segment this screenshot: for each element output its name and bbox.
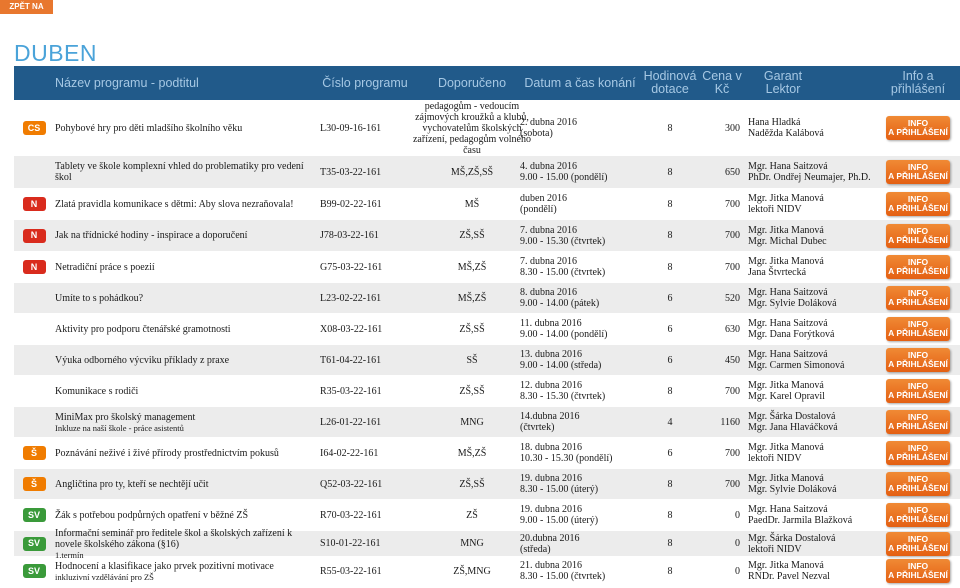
info-label: INFO	[907, 350, 929, 360]
lecturer-cell	[748, 189, 878, 219]
category-badge: SV	[23, 508, 46, 522]
info-label: INFO	[907, 381, 929, 391]
program-code: Q52-03-22-161	[320, 478, 383, 490]
register-label: A PŘIHLÁŠENÍ	[888, 171, 948, 181]
hours: 6	[667, 447, 673, 459]
info-register-button[interactable]	[886, 472, 950, 496]
category-cell	[14, 376, 54, 406]
info-label: INFO	[907, 257, 929, 267]
hours: 8	[667, 261, 673, 273]
recommended-for: ZŠ,SŠ	[459, 230, 485, 241]
category-cell	[14, 500, 54, 530]
category-cell	[14, 156, 54, 188]
info-register-button[interactable]	[886, 348, 950, 372]
hours: 8	[667, 538, 673, 549]
guarantor-name: Mgr. Hana Saitzová	[748, 161, 828, 172]
program-code: L26-01-22-161	[320, 416, 382, 428]
page-title: DUBEN	[14, 40, 98, 66]
recommended-for: ZŠ,SŠ	[459, 385, 485, 397]
program-name: Výuka odborného výcviku příklady z praxe	[55, 354, 230, 366]
program-subtitle: inkluzivní vzdělávání pro ZŠ	[55, 571, 154, 582]
program-name-cell	[55, 527, 320, 560]
register-label: A PŘIHLÁŠENÍ	[888, 452, 948, 462]
program-name-cell	[55, 252, 320, 282]
lecturer-name: lektoři NIDV	[748, 453, 802, 464]
date-time: 8.30 - 15.30 (čtvrtek)	[520, 391, 606, 402]
date-day: 18. dubna 2016	[520, 442, 582, 453]
guarantor-name: Mgr. Šárka Dostalová	[748, 532, 836, 544]
table-row	[14, 469, 960, 499]
info-register-button[interactable]	[886, 410, 950, 434]
program-name-cell	[55, 438, 320, 468]
lecturer-cell	[748, 407, 878, 437]
lecturer-cell	[748, 531, 878, 556]
guarantor-name: Mgr. Hana Saitzová	[748, 504, 828, 515]
recommended-for: pedagogům - vedoucím zájmových kroužků a klubů, vychovatelům školských zařízení, pedagogům volného času	[412, 100, 531, 156]
category-badge: N	[23, 197, 46, 211]
program-code: B99-02-22-161	[320, 198, 382, 210]
category-badge: N	[23, 229, 46, 243]
date-cell	[520, 407, 640, 437]
guarantor-name: Mgr. Hana Saitzová	[748, 287, 828, 298]
lecturer-name: Mgr. Dana Forýtková	[748, 329, 835, 340]
program-name-cell	[55, 220, 320, 251]
program-code: R70-03-22-161	[320, 509, 382, 521]
program-name: Poznávání neživé i živé přírody prostřednictvím pokusů	[55, 447, 279, 459]
lecturer-name: Jana Štvrtecká	[748, 267, 807, 278]
category-cell	[14, 220, 54, 251]
lecturer-cell	[748, 156, 878, 188]
info-label: INFO	[907, 162, 929, 172]
guarantor-name: Mgr. Jitka Manová	[748, 560, 824, 571]
date-cell	[520, 156, 640, 188]
guarantor-name: Mgr. Šárka Dostalová	[748, 411, 836, 422]
info-register-button[interactable]	[886, 255, 950, 279]
lecturer-name: lektoři NIDV	[748, 204, 802, 215]
program-code: L23-02-22-161	[320, 292, 382, 304]
date-day: 2. dubna 2016	[520, 117, 577, 128]
program-code: X08-03-22-161	[320, 323, 383, 335]
price: 450	[725, 354, 740, 366]
date-day: 19. dubna 2016	[520, 473, 582, 484]
date-day: 14.dubna 2016	[520, 411, 580, 422]
category-cell	[14, 556, 54, 586]
lecturer-cell	[748, 252, 878, 282]
lecturer-name: Mgr. Karel Opravil	[748, 391, 825, 402]
date-cell	[520, 283, 640, 313]
info-cell	[876, 531, 960, 556]
col-header-target: Doporučeno	[437, 75, 507, 90]
info-label: INFO	[907, 443, 929, 453]
table-header	[14, 66, 960, 100]
recommended-for: MNG	[460, 416, 484, 428]
col-header-info: Info a přihlášení	[890, 69, 946, 96]
info-label: INFO	[907, 194, 929, 204]
col-header-code: Číslo programu	[322, 75, 408, 90]
category-badge: SV	[23, 537, 46, 551]
program-name: MiniMax pro školský management	[55, 411, 196, 423]
info-label: INFO	[907, 533, 929, 544]
program-name: Angličtina pro ty, kteří se nechtějí učit	[55, 478, 209, 490]
program-name-cell	[55, 345, 320, 375]
info-register-button[interactable]	[886, 503, 950, 527]
program-name-cell	[55, 101, 320, 155]
date-cell	[520, 220, 640, 251]
info-label: INFO	[907, 474, 929, 484]
info-register-button[interactable]	[886, 317, 950, 341]
info-cell	[876, 101, 960, 155]
date-day: 20.dubna 2016	[520, 532, 580, 544]
price: 1160	[720, 416, 740, 428]
info-cell	[876, 469, 960, 499]
program-name: Hodnocení a klasifikace jako prvek pozitivní motivace	[55, 560, 274, 572]
info-cell	[876, 407, 960, 437]
recommended-for: MNG	[460, 538, 484, 549]
date-time: 9.00 - 15.30 (čtvrtek)	[520, 235, 606, 247]
date-day: 4. dubna 2016	[520, 161, 577, 172]
register-label: A PŘIHLÁŠENÍ	[888, 421, 948, 431]
lecturer-name: Mgr. Jana Hlaváčková	[748, 422, 838, 433]
guarantor-name: Mgr. Hana Saitzová	[748, 349, 828, 360]
register-label: A PŘIHLÁŠENÍ	[888, 570, 948, 580]
date-day: 12. dubna 2016	[520, 380, 582, 391]
date-day: 8. dubna 2016	[520, 287, 577, 298]
date-day: 7. dubna 2016	[520, 224, 577, 236]
price: 700	[725, 198, 740, 210]
info-register-button[interactable]	[886, 441, 950, 465]
price: 520	[725, 292, 740, 304]
info-register-button[interactable]	[886, 379, 950, 403]
category-cell	[14, 252, 54, 282]
col-header-name: Název programu - podtitul	[55, 75, 199, 90]
info-cell	[876, 376, 960, 406]
lecturer-cell	[748, 376, 878, 406]
program-code: I64-02-22-161	[320, 447, 379, 459]
guarantor-name: Mgr. Jitka Manová	[748, 442, 824, 453]
program-name-cell	[55, 500, 320, 530]
col-header-lecturer: Garant Lektor	[763, 69, 803, 96]
info-cell	[876, 156, 960, 188]
lecturer-name: Mgr. Carmen Simonová	[748, 360, 845, 371]
price: 700	[725, 447, 740, 459]
lecturer-cell	[748, 469, 878, 499]
date-time: 8.30 - 15.00 (úterý)	[520, 484, 599, 495]
table-row	[14, 252, 960, 282]
category-badge: CS	[23, 121, 46, 135]
program-name: Umíte to s pohádkou?	[55, 292, 144, 304]
program-code: R35-03-22-161	[320, 385, 382, 397]
info-register-button[interactable]	[886, 224, 950, 248]
date-day: duben 2016	[520, 193, 567, 204]
price: 700	[725, 478, 740, 490]
info-register-button[interactable]	[886, 160, 950, 184]
lecturer-cell	[748, 283, 878, 313]
guarantor-name: Mgr. Jitka Manová	[748, 193, 824, 204]
program-name-cell	[55, 314, 320, 344]
program-name-cell	[55, 556, 320, 586]
category-badge: Š	[23, 446, 46, 460]
info-register-button[interactable]	[886, 286, 950, 310]
recommended-for: MŠ,ZŠ	[457, 447, 487, 459]
table-row	[14, 527, 960, 560]
program-name-cell	[55, 376, 320, 406]
date-time: 9.00 - 15.00 (úterý)	[520, 515, 599, 526]
date-cell	[520, 376, 640, 406]
price: 630	[725, 323, 740, 335]
info-cell	[876, 252, 960, 282]
program-name: Zlatá pravidla komunikace s dětmi: Aby slova nezraňovala!	[55, 198, 294, 210]
lecturer-name: Mgr. Michal Dubec	[748, 235, 827, 247]
date-time: (čtvrtek)	[520, 422, 555, 433]
program-subtitle: 1.termín	[55, 549, 84, 560]
lecturer-cell	[748, 220, 878, 251]
program-subtitle: Inkluze na naší škole - práce asistentů	[55, 422, 184, 433]
register-label: A PŘIHLÁŠENÍ	[888, 359, 948, 369]
info-cell	[876, 345, 960, 375]
program-name: Žák s potřebou podpůrných opatření v běžné ZŠ	[55, 509, 249, 521]
info-label: INFO	[907, 505, 929, 515]
price: 700	[725, 261, 740, 273]
date-cell	[520, 314, 640, 344]
info-label: INFO	[907, 118, 929, 128]
recommended-for: MŠ	[464, 198, 480, 210]
date-cell	[520, 252, 640, 282]
category-cell	[14, 407, 54, 437]
date-cell	[520, 189, 640, 219]
program-code: G75-03-22-161	[320, 261, 383, 273]
date-day: 7. dubna 2016	[520, 256, 577, 267]
lecturer-cell	[748, 314, 878, 344]
guarantor-name: Hana Hladká	[748, 117, 801, 128]
register-label: A PŘIHLÁŠENÍ	[888, 514, 948, 524]
price: 0	[735, 509, 740, 521]
category-cell	[14, 345, 54, 375]
recommended-for: ZŠ,SŠ	[459, 323, 485, 335]
guarantor-name: Mgr. Hana Saitzová	[748, 318, 828, 329]
program-name-cell	[55, 283, 320, 313]
date-time: 9.00 - 14.00 (pondělí)	[520, 329, 608, 340]
lecturer-cell	[748, 345, 878, 375]
date-cell	[520, 500, 640, 530]
program-code: T35-03-22-161	[320, 166, 382, 178]
recommended-for: MŠ,ZŠ	[457, 292, 487, 304]
date-day: 13. dubna 2016	[520, 349, 582, 360]
category-badge: N	[23, 260, 46, 274]
program-name: Komunikace s rodiči	[55, 385, 139, 397]
program-name: Aktivity pro podporu čtenářské gramotnosti	[55, 323, 231, 335]
table-row	[14, 500, 960, 530]
info-cell	[876, 556, 960, 586]
info-register-button[interactable]	[886, 532, 950, 556]
program-code: S10-01-22-161	[320, 538, 381, 549]
table-row	[14, 220, 960, 251]
info-cell	[876, 438, 960, 468]
table-row	[14, 556, 960, 586]
program-name: Pohybové hry pro děti mladšího školního věku	[55, 122, 243, 134]
hours: 6	[667, 292, 673, 304]
hours: 8	[667, 509, 673, 521]
category-cell	[14, 469, 54, 499]
lecturer-cell	[748, 438, 878, 468]
info-cell	[876, 220, 960, 251]
recommended-for: MŠ,ZŠ,SŠ	[450, 166, 494, 178]
recommended-for: MŠ,ZŠ	[457, 261, 487, 273]
program-name: Netradiční práce s poezií	[55, 261, 155, 273]
info-register-button[interactable]	[886, 116, 950, 140]
table-row	[14, 345, 960, 375]
date-time: (pondělí)	[520, 204, 557, 215]
table-row	[14, 189, 960, 219]
price: 0	[735, 565, 740, 577]
info-register-button[interactable]	[886, 559, 950, 583]
lecturer-name: Mgr. Sylvie Doláková	[748, 484, 837, 495]
program-code: R55-03-22-161	[320, 565, 382, 577]
guarantor-name: Mgr. Jitka Manová	[748, 473, 824, 484]
guarantor-name: Mgr. Jitka Manová	[748, 380, 824, 391]
hours: 8	[667, 565, 673, 577]
date-day: 21. dubna 2016	[520, 560, 582, 571]
program-name-cell	[55, 407, 320, 437]
register-label: A PŘIHLÁŠENÍ	[888, 483, 948, 493]
hours: 6	[667, 354, 673, 366]
info-register-button[interactable]	[886, 192, 950, 216]
date-time: 9.00 - 15.00 (pondělí)	[520, 172, 608, 183]
col-header-price: Cena v Kč	[702, 69, 742, 96]
info-cell	[876, 189, 960, 219]
info-label: INFO	[907, 225, 929, 236]
info-label: INFO	[907, 412, 929, 422]
category-badge: Š	[23, 477, 46, 491]
date-time: 10.30 - 15.30 (pondělí)	[520, 453, 613, 464]
program-name: Jak na třídnické hodiny - inspirace a doporučení	[55, 230, 248, 241]
date-cell	[520, 438, 640, 468]
program-name-cell	[55, 189, 320, 219]
program-name-cell	[55, 469, 320, 499]
price: 700	[725, 230, 740, 241]
hours: 8	[667, 230, 673, 241]
date-day: 19. dubna 2016	[520, 504, 582, 515]
table-row	[14, 283, 960, 313]
register-label: A PŘIHLÁŠENÍ	[888, 234, 948, 245]
info-label: INFO	[907, 561, 929, 571]
date-time: 8.30 - 15.00 (čtvrtek)	[520, 267, 606, 278]
lecturer-name: Mgr. Sylvie Doláková	[748, 298, 837, 309]
info-cell	[876, 314, 960, 344]
table-row	[14, 314, 960, 344]
recommended-for: ZŠ	[466, 509, 478, 521]
date-time: 8.30 - 15.00 (čtvrtek)	[520, 571, 606, 582]
hours: 8	[667, 478, 673, 490]
table-row	[14, 376, 960, 406]
col-header-hours: Hodinová dotace	[643, 69, 697, 96]
program-name-cell	[55, 156, 320, 188]
hours: 8	[667, 122, 673, 134]
lecturer-name: PhDr. Ondřej Neumajer, Ph.D.	[748, 172, 871, 183]
price: 300	[725, 122, 740, 134]
info-label: INFO	[907, 319, 929, 329]
date-cell	[520, 101, 640, 155]
category-cell	[14, 189, 54, 219]
recommended-for: ZŠ,SŠ	[459, 478, 485, 490]
category-cell	[14, 283, 54, 313]
date-cell	[520, 345, 640, 375]
lecturer-cell	[748, 500, 878, 530]
hours: 4	[667, 416, 673, 428]
hours: 8	[667, 385, 673, 397]
lecturer-name: Naděžda Kalábová	[748, 128, 824, 139]
register-label: A PŘIHLÁŠENÍ	[888, 542, 948, 553]
date-time: 9.00 - 14.00 (pátek)	[520, 298, 600, 309]
table-row	[14, 101, 960, 155]
col-header-date: Datum a čas konání	[524, 75, 636, 90]
table-row	[14, 156, 960, 188]
date-cell	[520, 531, 640, 556]
info-label: INFO	[907, 288, 929, 298]
category-cell	[14, 438, 54, 468]
register-label: A PŘIHLÁŠENÍ	[888, 390, 948, 400]
date-cell	[520, 469, 640, 499]
lecturer-name: RNDr. Pavel Nezval	[748, 571, 830, 582]
recommended-for: ZŠ,MNG	[453, 565, 491, 577]
guarantor-name: Mgr. Jitka Manová	[748, 256, 824, 267]
category-badge: SV	[23, 564, 46, 578]
back-to-start-button[interactable]: ZPĚT NA ÚVOD	[0, 0, 53, 14]
register-label: A PŘIHLÁŠENÍ	[888, 266, 948, 276]
table-row	[14, 438, 960, 468]
lecturer-name: lektoři NIDV	[748, 543, 802, 555]
category-cell	[14, 101, 54, 155]
program-name: Tablety ve škole komplexní vhled do problematiky pro vedení škol	[55, 161, 304, 183]
hours: 8	[667, 166, 673, 178]
date-time: (sobota)	[520, 128, 553, 139]
info-cell	[876, 283, 960, 313]
category-cell	[14, 314, 54, 344]
date-time: (středa)	[520, 543, 551, 555]
hours: 8	[667, 198, 673, 210]
table-row	[14, 407, 960, 437]
program-code: L30-09-16-161	[320, 122, 382, 134]
lecturer-name: PaedDr. Jarmila Blažková	[748, 515, 853, 526]
program-name: Informační seminář pro ředitele škol a školských zařízení k novele školského zákona (§16)	[55, 527, 293, 550]
register-label: A PŘIHLÁŠENÍ	[888, 127, 948, 137]
guarantor-name: Mgr. Jitka Manová	[748, 224, 824, 236]
lecturer-cell	[748, 556, 878, 586]
date-time: 9.00 - 14.00 (středa)	[520, 360, 602, 371]
register-label: A PŘIHLÁŠENÍ	[888, 328, 948, 338]
register-label: A PŘIHLÁŠENÍ	[888, 203, 948, 213]
date-cell	[520, 556, 640, 586]
price: 700	[725, 385, 740, 397]
lecturer-cell	[748, 101, 878, 155]
register-label: A PŘIHLÁŠENÍ	[888, 297, 948, 307]
date-day: 11. dubna 2016	[520, 318, 582, 329]
price: 650	[725, 166, 740, 178]
category-cell	[14, 531, 54, 556]
program-code: J78-03-22-161	[320, 230, 379, 241]
recommended-for: SŠ	[466, 354, 478, 366]
program-code: T61-04-22-161	[320, 354, 382, 366]
info-cell	[876, 500, 960, 530]
hours: 6	[667, 323, 673, 335]
price: 0	[735, 538, 740, 549]
